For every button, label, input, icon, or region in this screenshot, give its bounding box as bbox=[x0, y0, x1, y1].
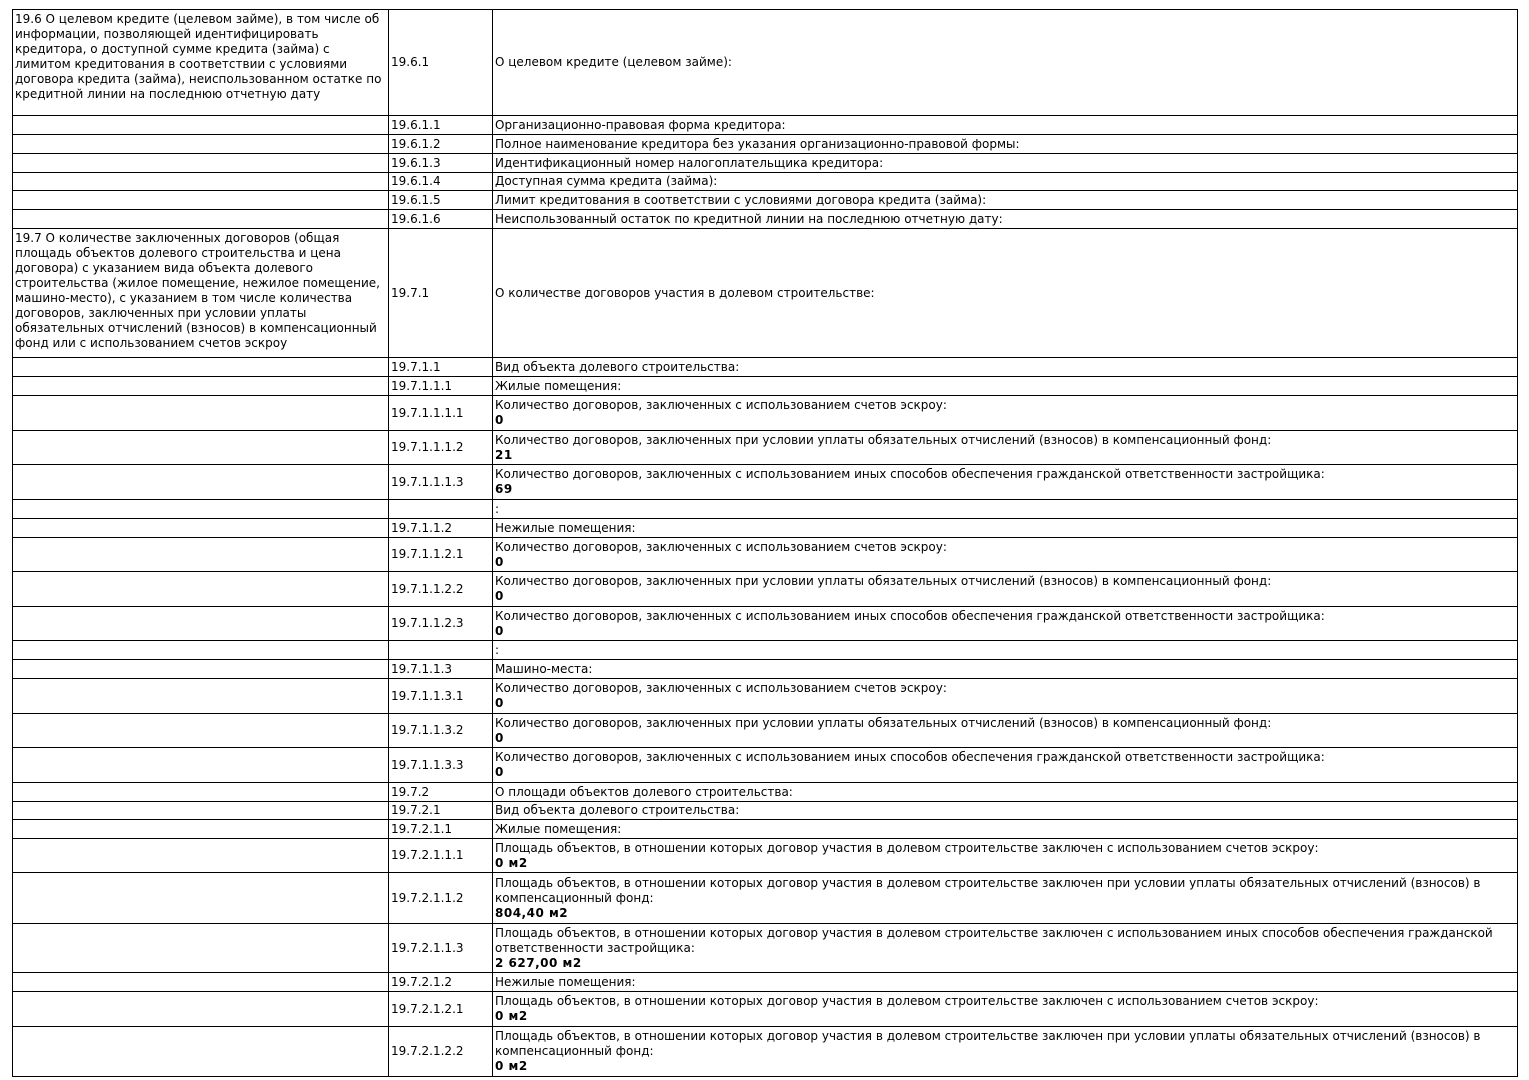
item-code-cell: 19.7.1.1.3.2 bbox=[389, 714, 493, 748]
section-cell bbox=[13, 607, 389, 641]
item-value: 0 bbox=[495, 413, 504, 427]
item-label: Количество договоров, заключенных с использованием иных способов обеспечения гражданской ответственности застройщика: bbox=[495, 467, 1325, 481]
item-label: Вид объекта долевого строительства: bbox=[495, 803, 740, 817]
table-row bbox=[13, 660, 1518, 679]
table-row bbox=[13, 802, 1518, 820]
item-text-cell bbox=[493, 873, 1518, 924]
section-cell bbox=[13, 377, 389, 396]
table-row bbox=[13, 679, 1518, 714]
section-cell bbox=[13, 396, 389, 431]
item-value: 0 bbox=[495, 730, 504, 745]
item-label: Лимит кредитования в соответствии с условиями договора кредита (займа): bbox=[495, 192, 987, 207]
item-code-cell: 19.7.2 bbox=[389, 783, 493, 802]
table-row bbox=[13, 820, 1518, 839]
table-row bbox=[13, 714, 1518, 748]
item-code-cell: 19.7.1.1.2.2 bbox=[389, 572, 493, 607]
section-cell bbox=[13, 802, 389, 820]
section-cell bbox=[13, 191, 389, 210]
table-row bbox=[13, 431, 1518, 465]
item-label: : bbox=[495, 642, 500, 657]
item-label: Количество договоров, заключенных с использованием иных способов обеспечения гражданской ответственности застройщика: bbox=[495, 608, 1325, 623]
item-text-cell bbox=[493, 973, 1518, 992]
table-row bbox=[13, 396, 1518, 431]
item-code-cell: 19.6.1.6 bbox=[389, 210, 493, 229]
item-label: Количество договоров, заключенных при условии уплаты обязательных отчислений (взносов) в компенсационный фонд: bbox=[495, 715, 1272, 730]
item-text-cell bbox=[493, 538, 1518, 572]
section-cell bbox=[13, 538, 389, 572]
item-code-cell: 19.7.1.1.3.1 bbox=[389, 679, 493, 714]
item-code-cell: 19.7.1.1.2.3 bbox=[389, 607, 493, 641]
table-row bbox=[13, 924, 1518, 973]
item-code-cell: 19.7.1.1.3 bbox=[389, 660, 493, 679]
section-cell bbox=[13, 135, 389, 154]
section-cell bbox=[13, 572, 389, 607]
item-text-cell bbox=[493, 660, 1518, 679]
disclosure-table-body bbox=[13, 10, 1518, 1077]
item-label: : bbox=[495, 501, 500, 516]
item-value: 804,40 м2 bbox=[495, 905, 569, 920]
item-text-cell bbox=[493, 783, 1518, 802]
item-value: 21 bbox=[495, 447, 513, 462]
item-code-cell: 19.7.2.1.1.2 bbox=[389, 873, 493, 924]
item-code-cell: 19.6.1.5 bbox=[389, 191, 493, 210]
item-code-cell: 19.7.1.1.1 bbox=[389, 377, 493, 396]
item-code-cell bbox=[389, 641, 493, 660]
item-label: Нежилые помещения: bbox=[495, 974, 636, 989]
section-cell bbox=[13, 431, 389, 465]
item-label: Нежилые помещения: bbox=[495, 520, 636, 535]
item-code-cell: 19.7.1.1.1.3 bbox=[389, 465, 493, 500]
item-label: Организационно-правовая форма кредитора: bbox=[495, 117, 786, 132]
item-code-cell: 19.7.2.1 bbox=[389, 802, 493, 820]
item-value: 2 627,00 м2 bbox=[495, 955, 582, 970]
section-cell bbox=[13, 992, 389, 1027]
section-cell bbox=[13, 210, 389, 229]
item-label: Количество договоров, заключенных с использованием счетов эскроу: bbox=[495, 681, 947, 695]
item-code-cell: 19.7.2.1.2 bbox=[389, 973, 493, 992]
item-text-cell bbox=[493, 465, 1518, 500]
disclosure-table bbox=[12, 9, 1518, 1077]
section-cell bbox=[13, 116, 389, 135]
item-label: Доступная сумма кредита (займа): bbox=[495, 174, 718, 188]
item-text-cell bbox=[493, 229, 1518, 358]
item-code-cell: 19.7.1.1.1.2 bbox=[389, 431, 493, 465]
item-value: 0 bbox=[495, 623, 504, 638]
table-row bbox=[13, 783, 1518, 802]
item-text-cell bbox=[493, 135, 1518, 154]
item-label: О количестве договоров участия в долевом строительстве: bbox=[495, 285, 875, 300]
table-row bbox=[13, 377, 1518, 396]
table-row bbox=[13, 607, 1518, 641]
item-text-cell bbox=[493, 500, 1518, 519]
item-text-cell bbox=[493, 641, 1518, 660]
table-row bbox=[13, 1027, 1518, 1077]
item-code-cell: 19.7.1.1.2.1 bbox=[389, 538, 493, 572]
table-row bbox=[13, 358, 1518, 377]
item-label: Количество договоров, заключенных с использованием иных способов обеспечения гражданской ответственности застройщика: bbox=[495, 750, 1325, 764]
item-label: Вид объекта долевого строительства: bbox=[495, 359, 740, 374]
item-label: Площадь объектов, в отношении которых договор участия в долевом строительстве заключен с использованием счетов эскроу: bbox=[495, 840, 1319, 855]
item-label: О целевом кредите (целевом займе): bbox=[495, 55, 732, 69]
table-row bbox=[13, 973, 1518, 992]
item-label: Жилые помещения: bbox=[495, 378, 622, 393]
item-label: Количество договоров, заключенных с использованием счетов эскроу: bbox=[495, 539, 947, 554]
item-code-cell: 19.7.2.1.1.3 bbox=[389, 924, 493, 973]
item-text-cell bbox=[493, 748, 1518, 783]
item-value: 0 bbox=[495, 696, 504, 710]
item-text-cell bbox=[493, 116, 1518, 135]
item-value: 0 м2 bbox=[495, 1009, 528, 1023]
item-text-cell bbox=[493, 924, 1518, 973]
item-code-cell: 19.6.1.3 bbox=[389, 154, 493, 173]
item-value: 0 м2 bbox=[495, 1059, 528, 1073]
section-cell bbox=[13, 465, 389, 500]
section-cell bbox=[13, 173, 389, 191]
item-text-cell bbox=[493, 191, 1518, 210]
item-value: 0 м2 bbox=[495, 855, 528, 870]
item-label: Количество договоров, заключенных при условии уплаты обязательных отчислений (взносов) в компенсационный фонд: bbox=[495, 432, 1272, 447]
section-cell bbox=[13, 154, 389, 173]
item-text-cell bbox=[493, 607, 1518, 641]
item-text-cell bbox=[493, 10, 1518, 116]
item-text-cell bbox=[493, 714, 1518, 748]
table-row bbox=[13, 641, 1518, 660]
item-label: Идентификационный номер налогоплательщика кредитора: bbox=[495, 155, 884, 170]
section-cell bbox=[13, 748, 389, 783]
section-cell bbox=[13, 839, 389, 873]
item-code-cell: 19.6.1.2 bbox=[389, 135, 493, 154]
table-row bbox=[13, 748, 1518, 783]
item-code-cell: 19.7.1.1 bbox=[389, 358, 493, 377]
item-code-cell: 19.7.2.1.1 bbox=[389, 820, 493, 839]
item-value: 69 bbox=[495, 482, 513, 496]
table-row bbox=[13, 10, 1518, 116]
item-text-cell bbox=[493, 572, 1518, 607]
item-code-cell: 19.6.1.4 bbox=[389, 173, 493, 191]
item-code-cell bbox=[389, 500, 493, 519]
item-code-cell: 19.6.1 bbox=[389, 10, 493, 116]
item-label: Жилые помещения: bbox=[495, 821, 622, 836]
table-row bbox=[13, 116, 1518, 135]
item-code-cell: 19.7.2.1.2.2 bbox=[389, 1027, 493, 1077]
item-text-cell bbox=[493, 377, 1518, 396]
item-code-cell: 19.6.1.1 bbox=[389, 116, 493, 135]
table-row bbox=[13, 173, 1518, 191]
item-text-cell bbox=[493, 431, 1518, 465]
table-row bbox=[13, 572, 1518, 607]
item-label: Количество договоров, заключенных при условии уплаты обязательных отчислений (взносов) в компенсационный фонд: bbox=[495, 574, 1272, 588]
item-code-cell: 19.7.1.1.2 bbox=[389, 519, 493, 538]
item-text-cell bbox=[493, 820, 1518, 839]
item-text-cell bbox=[493, 396, 1518, 431]
section-cell bbox=[13, 873, 389, 924]
section-cell: 19.6 О целевом кредите (целевом займе), в том числе об информации, позволяющей идентифицировать кредитора, о доступной сумме кредита (займа) с лимитом кредитования в соответствии с условиями договора кредита (займа), неиспользованном остатке по кредитной линии на последнюю отчетную дату bbox=[13, 10, 389, 116]
table-row bbox=[13, 839, 1518, 873]
item-label: Машино-места: bbox=[495, 661, 593, 676]
section-cell bbox=[13, 1027, 389, 1077]
table-row bbox=[13, 500, 1518, 519]
section-cell bbox=[13, 783, 389, 802]
item-code-cell: 19.7.2.1.2.1 bbox=[389, 992, 493, 1027]
item-text-cell bbox=[493, 802, 1518, 820]
table-row bbox=[13, 538, 1518, 572]
section-cell: 19.7 О количестве заключенных договоров (общая площадь объектов долевого строительства и цена договора) с указанием вида объекта долевого строительства (жилое помещение, нежилое помещение, машино-место), с указанием в том числе количества договоров, заключенных при условии уплаты обязательных отчислений (взносов) в компенсационный фонд или с использованием счетов эскроу bbox=[13, 229, 389, 358]
section-cell bbox=[13, 500, 389, 519]
table-row bbox=[13, 465, 1518, 500]
table-row bbox=[13, 519, 1518, 538]
item-text-cell bbox=[493, 519, 1518, 538]
section-cell bbox=[13, 924, 389, 973]
item-text-cell bbox=[493, 1027, 1518, 1077]
item-value: 0 bbox=[495, 765, 504, 779]
section-cell bbox=[13, 641, 389, 660]
table-row bbox=[13, 229, 1518, 358]
item-label: Площадь объектов, в отношении которых договор участия в долевом строительстве заключен при условии уплаты обязательных отчислений (взносов) в компенсационный фонд: bbox=[495, 875, 1481, 905]
table-row bbox=[13, 154, 1518, 173]
item-text-cell bbox=[493, 358, 1518, 377]
item-label: Неиспользованный остаток по кредитной линии на последнюю отчетную дату: bbox=[495, 211, 1003, 226]
item-label: Полное наименование кредитора без указания организационно-правовой формы: bbox=[495, 136, 1020, 151]
item-label: Количество договоров, заключенных с использованием счетов эскроу: bbox=[495, 398, 947, 412]
item-text-cell bbox=[493, 154, 1518, 173]
item-text-cell bbox=[493, 839, 1518, 873]
item-value: 0 bbox=[495, 589, 504, 603]
item-label: Площадь объектов, в отношении которых договор участия в долевом строительстве заключен с использованием счетов эскроу: bbox=[495, 994, 1319, 1008]
item-code-cell: 19.7.2.1.1.1 bbox=[389, 839, 493, 873]
section-cell bbox=[13, 519, 389, 538]
item-text-cell bbox=[493, 679, 1518, 714]
section-cell bbox=[13, 820, 389, 839]
table-row bbox=[13, 873, 1518, 924]
section-cell bbox=[13, 679, 389, 714]
item-text-cell bbox=[493, 992, 1518, 1027]
section-cell bbox=[13, 660, 389, 679]
item-value: 0 bbox=[495, 554, 504, 569]
item-label: Площадь объектов, в отношении которых договор участия в долевом строительстве заключен при условии уплаты обязательных отчислений (взносов) в компенсационный фонд: bbox=[495, 1029, 1481, 1058]
item-code-cell: 19.7.1.1.3.3 bbox=[389, 748, 493, 783]
item-label: О площади объектов долевого строительства: bbox=[495, 784, 793, 799]
item-text-cell bbox=[493, 210, 1518, 229]
table-row bbox=[13, 135, 1518, 154]
table-row bbox=[13, 210, 1518, 229]
item-code-cell: 19.7.1.1.1.1 bbox=[389, 396, 493, 431]
table-row bbox=[13, 992, 1518, 1027]
section-cell bbox=[13, 714, 389, 748]
item-label: Площадь объектов, в отношении которых договор участия в долевом строительстве заключен с использованием иных способов обеспечения гражданской ответственности застройщика: bbox=[495, 925, 1493, 955]
item-code-cell: 19.7.1 bbox=[389, 229, 493, 358]
section-cell bbox=[13, 973, 389, 992]
item-text-cell bbox=[493, 173, 1518, 191]
table-row bbox=[13, 191, 1518, 210]
section-cell bbox=[13, 358, 389, 377]
